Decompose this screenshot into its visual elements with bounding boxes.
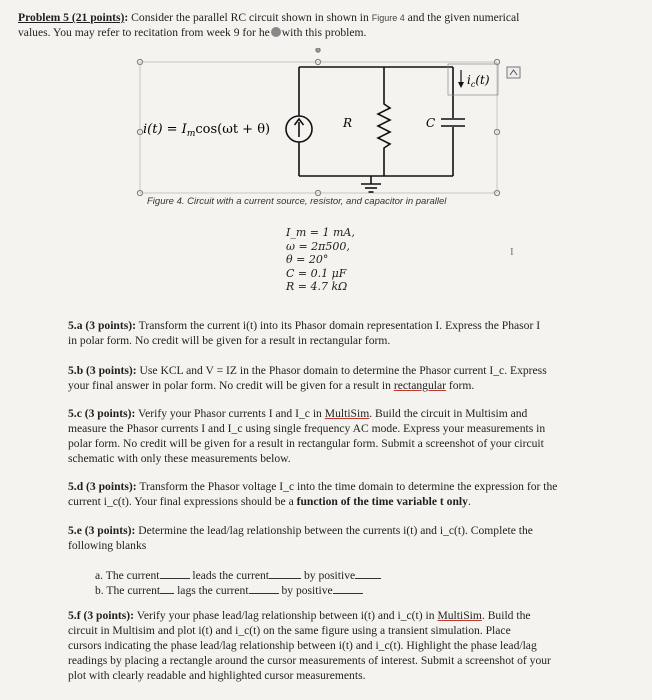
question-5f bbox=[68, 608, 643, 683]
question-5e bbox=[68, 523, 638, 553]
blank-row bbox=[95, 583, 615, 598]
blanks-list bbox=[95, 568, 615, 598]
blank-text: by positive bbox=[303, 569, 356, 582]
figure-caption: Figure 4. Circuit with a current source, resistor, and capacitor in parallel bbox=[147, 196, 447, 207]
question-text: schematic with only these measurements below. bbox=[68, 452, 291, 465]
value-r: R = 4.7 kΩ bbox=[286, 280, 348, 293]
question-label: 5.e (3 points): bbox=[68, 524, 136, 537]
down-arrow-icon bbox=[458, 82, 464, 88]
ic-label: $i_c(t)$ bbox=[467, 73, 490, 89]
blank-text: leads the current bbox=[192, 569, 270, 582]
resistor-label: R bbox=[343, 116, 353, 130]
blank-row bbox=[95, 568, 615, 583]
list-marker: b. bbox=[95, 584, 104, 597]
figure-reference: Figure 4 bbox=[371, 13, 405, 23]
cursor-bubble-icon bbox=[271, 27, 281, 37]
question-5c bbox=[68, 406, 638, 466]
question-text: Verify your phase lead/lag relationship between i(t) and i_c(t) in bbox=[136, 609, 435, 622]
question-text: Transform the current i(t) into its Phasor domain representation I. Express the Phasor I bbox=[138, 319, 541, 332]
blank-text: lags the current bbox=[177, 584, 249, 597]
question-emphasis: function of the time variable t only bbox=[296, 495, 468, 508]
spellcheck-word: MultiSim bbox=[324, 407, 370, 420]
value-c: C = 0.1 μF bbox=[286, 266, 347, 280]
header-line2-text: values. You may refer to recitation from week 9 for he bbox=[18, 26, 270, 39]
given-values bbox=[286, 226, 355, 294]
problem-colon: : bbox=[124, 11, 129, 24]
question-5a bbox=[68, 318, 638, 348]
question-label: 5.d (3 points): bbox=[68, 480, 137, 493]
list-marker: a. bbox=[95, 569, 104, 582]
question-text: plot with clearly readable and highlighted cursor measurements. bbox=[68, 669, 366, 682]
question-text: in polar form. No credit will be given for a result in rectangular form. bbox=[68, 334, 391, 347]
question-label: 5.a (3 points): bbox=[68, 319, 136, 332]
blank-text: The current bbox=[106, 584, 161, 597]
blank-3[interactable] bbox=[355, 578, 381, 579]
question-label: 5.b (3 points): bbox=[68, 364, 137, 377]
blank-text: by positive bbox=[281, 584, 333, 597]
question-text: current i_c(t). Your final expressions should be a bbox=[68, 495, 294, 508]
question-label: 5.f (3 points): bbox=[68, 609, 135, 622]
intro-text: Consider the parallel RC circuit shown in shown in bbox=[131, 11, 369, 24]
blank-4[interactable] bbox=[160, 593, 174, 594]
question-text: following blanks bbox=[68, 539, 147, 552]
problem-label: Problem 5 (21 points) bbox=[18, 11, 125, 24]
question-5d bbox=[68, 479, 638, 509]
question-text: polar form. No credit will be given for a result in rectangular form. Submit a screenshot of your circuit bbox=[68, 437, 544, 450]
question-text: readings by placing a rectangle around the cursor measurements of interest. Submit a screenshot of your bbox=[68, 654, 551, 667]
header-line2-end: with this problem. bbox=[281, 26, 367, 39]
question-text: measure the Phasor currents I and I_c using single frequency AC mode. Express your measurements in bbox=[68, 422, 546, 435]
question-text: cursors indicating the phase lead/lag relationship between i(t) and i_c(t). Highlight the phase lead/lag bbox=[68, 639, 537, 652]
intro-text-end: and the given numerical bbox=[407, 11, 520, 24]
source-expression: $i(t) = I_m\cos(\omega t + \theta)$ bbox=[143, 122, 271, 139]
selection-frame bbox=[140, 62, 497, 193]
value-omega: ω = 2π500, bbox=[286, 239, 350, 253]
blank-5[interactable] bbox=[249, 593, 279, 594]
selection-handles bbox=[137, 48, 499, 196]
value-im: I_m = 1 mA, bbox=[286, 226, 355, 239]
circuit-wires bbox=[299, 67, 465, 192]
blank-2[interactable] bbox=[269, 578, 301, 579]
question-text: your final answer in polar form. No credit will be given for a result in bbox=[68, 379, 391, 392]
question-text: circuit in Multisim and plot i(t) and i_c(t) on the same figure using a transient simulation. Place bbox=[68, 624, 511, 637]
question-text: . Build the circuit in Multisim and bbox=[369, 407, 528, 420]
question-text: form. bbox=[448, 379, 475, 392]
text-cursor-icon: I bbox=[510, 246, 514, 258]
question-text: Use KCL and V = IZ in the Phasor domain to determine the Phasor current I_c. Express bbox=[139, 364, 547, 377]
question-text: . Build the bbox=[481, 609, 531, 622]
question-text: . bbox=[467, 495, 471, 508]
question-label: 5.c (3 points): bbox=[68, 407, 136, 420]
rotate-handle-icon[interactable] bbox=[507, 67, 520, 78]
spellcheck-word: MultiSim bbox=[437, 609, 482, 622]
question-text: Verify your Phasor currents I and I_c in bbox=[138, 407, 322, 420]
blank-6[interactable] bbox=[333, 593, 363, 594]
blank-1[interactable] bbox=[160, 578, 190, 579]
question-text: Determine the lead/lag relationship between the currents i(t) and i_c(t). Complete the bbox=[138, 524, 533, 537]
problem-header bbox=[18, 10, 638, 26]
question-5b bbox=[68, 363, 638, 393]
header-line-2 bbox=[18, 25, 638, 40]
question-text: Transform the Phasor voltage I_c into the time domain to determine the expression for the bbox=[139, 480, 558, 493]
capacitor-label: C bbox=[426, 116, 436, 130]
value-theta: θ = 20° bbox=[286, 253, 329, 266]
spellcheck-word: rectangular bbox=[393, 379, 446, 392]
blank-text: The current bbox=[105, 569, 160, 582]
